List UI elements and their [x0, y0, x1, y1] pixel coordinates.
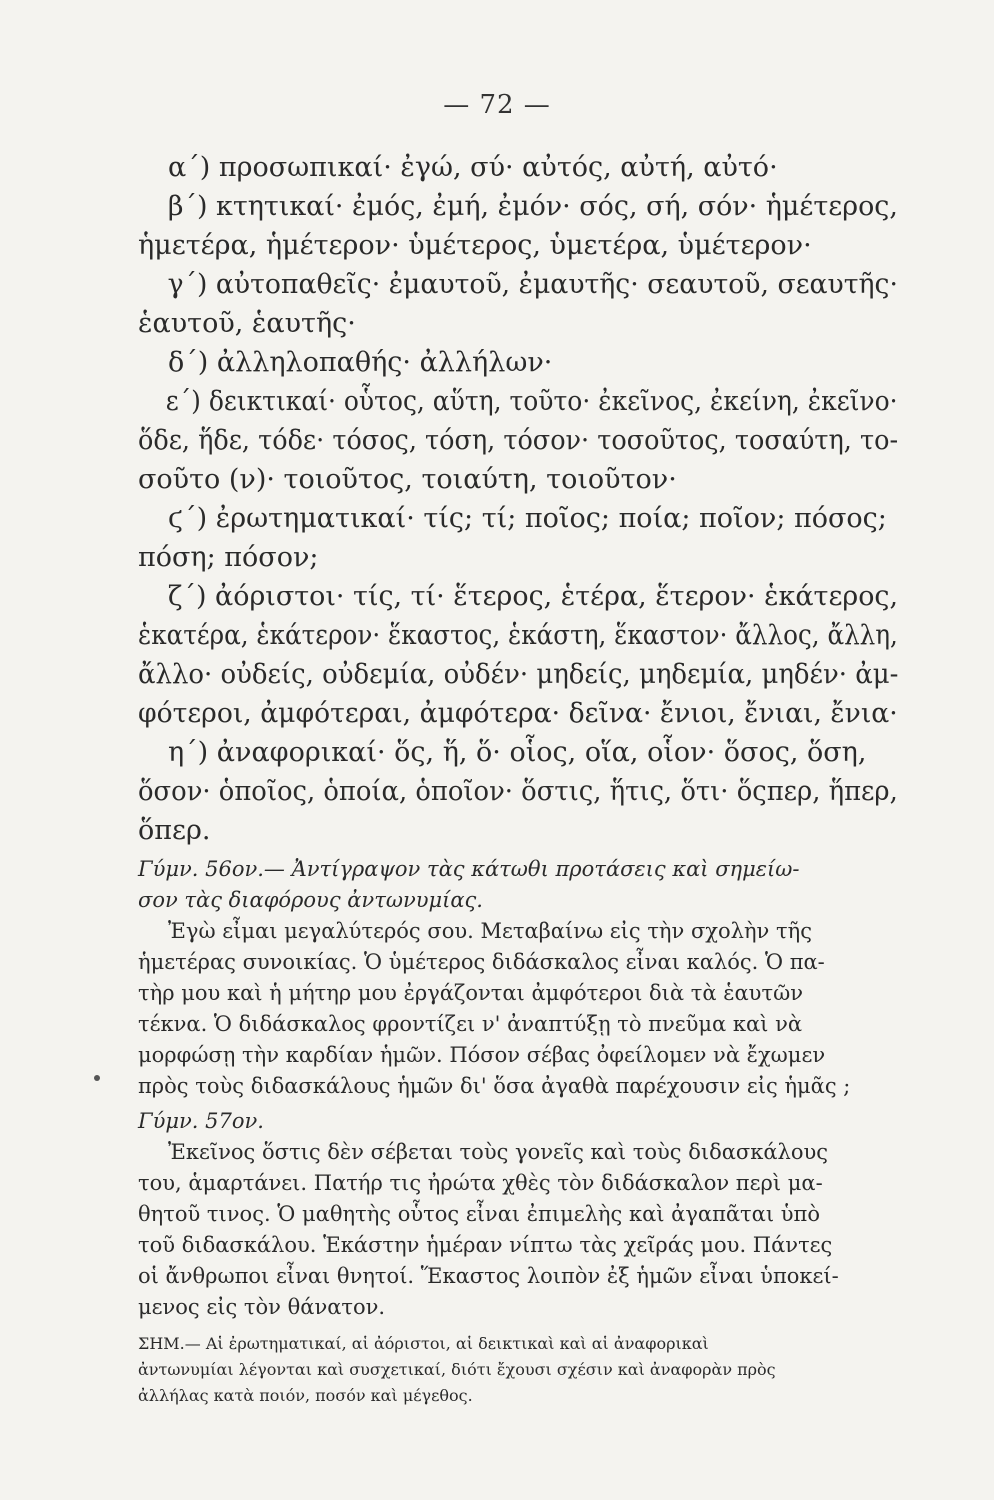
footnote-line: ἀλλήλας κατὰ ποιόν, ποσόν καὶ μέγεθος. [138, 1386, 473, 1405]
exercise-56-heading-line: Γύμν. 56ον.— Ἀντίγραψον τὰς κάτωθι προτάσεις καὶ σημείω- [138, 857, 800, 881]
exercise-57-line: του, ἁμαρτάνει. Πατήρ τις ἠρώτα χθὲς τὸν διδάσκαλον περὶ μα- [138, 1171, 823, 1195]
pronoun-line: η΄) ἀναφορικαί· ὅς, ἥ, ὅ· οἷος, οἵα, οἷον· ὅσος, ὅση, [168, 737, 867, 768]
pronoun-line: ὅσον· ὁποῖος, ὁποία, ὁποῖον· ὅστις, ἥτις, ὅτι· ὅςπερ, ἥπερ, [138, 776, 898, 807]
exercise-56 [138, 854, 898, 1102]
footnote-label: ΣΗΜ. [138, 1334, 185, 1353]
exercise-57-line: Ἐκεῖνος ὅστις δὲν σέβεται τοὺς γονεῖς καὶ τοὺς διδασκάλους [168, 1140, 829, 1164]
exercise-56-line: πρὸς τοὺς διδασκάλους ἡμῶν δι' ὅσα ἀγαθὰ παρέχουσιν εἰς ἡμᾶς ; [138, 1074, 851, 1098]
exercise-57-heading: Γύμν. 57ον. [138, 1109, 264, 1133]
exercise-57-line: τοῦ διδασκάλου. Ἑκάστην ἡμέραν νίπτω τὰς χεῖράς μου. Πάντες [138, 1233, 833, 1257]
page-number: — 72 — [443, 90, 551, 120]
pronoun-line: φότεροι, ἀμφότεραι, ἀμφότερα· δεῖνα· ἔνιοι, ἔνιαι, ἔνια· [138, 698, 898, 729]
pronoun-line: ἡμετέρα, ἡμέτερον· ὑμέτερος, ὑμετέρα, ὑμέτερον· [138, 230, 812, 261]
page-text [138, 148, 898, 1409]
footnote-line: ἀντωνυμίαι λέγονται καὶ συσχετικαί, διότι ἔχουσι σχέσιν καὶ ἀναφορὰν πρὸς [138, 1360, 776, 1379]
pronoun-line: ἑαυτοῦ, ἑαυτῆς· [138, 308, 356, 339]
exercise-56-line: τέκνα. Ὁ διδάσκαλος φροντίζει ν' ἀναπτύξῃ τὸ πνεῦμα καὶ νὰ [138, 1012, 803, 1036]
margin-mark [94, 1075, 100, 1081]
pronoun-line: πόση; πόσον; [138, 542, 319, 573]
pronoun-line: ὅδε, ἥδε, τόδε· τόσος, τόση, τόσον· τοσοῦτος, τοσαύτη, το- [138, 425, 899, 456]
exercise-56-line: Ἐγὼ εἶμαι μεγαλύτερός σου. Μεταβαίνω εἰς τὴν σχολὴν τῆς [168, 919, 812, 943]
exercise-56-heading-line: σον τὰς διαφόρους ἀντωνυμίας. [138, 888, 483, 912]
pronoun-list [138, 148, 898, 850]
exercise-57-line: οἱ ἄνθρωποι εἶναι θνητοί. Ἕκαστος λοιπὸν ἐξ ἡμῶν εἶναι ὑποκεί- [138, 1264, 839, 1288]
pronoun-line: ἄλλο· οὐδείς, οὐδεμία, οὐδέν· μηδείς, μηδεμία, μηδέν· ἀμ- [138, 659, 899, 690]
pronoun-line: δ΄) ἀλληλοπαθής· ἀλλήλων· [168, 347, 553, 378]
exercise-57-line: μενος εἰς τὸν θάνατον. [138, 1295, 386, 1319]
footnote-line [138, 1331, 898, 1357]
pronoun-line: α΄) προσωπικαί· ἐγώ, σύ· αὐτός, αὐτή, αὐτό· [168, 152, 778, 183]
exercise-56-line: τὴρ μου καὶ ἡ μήτηρ μου ἐργάζονται ἀμφότεροι διὰ τὰ ἑαυτῶν [138, 981, 803, 1005]
footnote [138, 1331, 898, 1409]
exercise-56-line: μορφώσῃ τὴν καρδίαν ἡμῶν. Πόσον σέβας ὀφείλομεν νὰ ἔχωμεν [138, 1043, 826, 1067]
pronoun-line: ζ΄) ἀόριστοι· τίς, τί· ἕτερος, ἑτέρα, ἕτερον· ἑκάτερος, [167, 581, 899, 612]
pronoun-line: ὅπερ. [138, 815, 211, 846]
exercise-57-line: θητοῦ τινος. Ὁ μαθητὴς οὗτος εἶναι ἐπιμελὴς καὶ ἀγαπᾶται ὑπὸ [138, 1202, 820, 1226]
pronoun-line: ἑκατέρα, ἑκάτερον· ἕκαστος, ἑκάστη, ἕκαστον· ἄλλος, ἄλλη, [138, 620, 898, 651]
pronoun-line: σοῦτο (ν)· τοιοῦτος, τοιαύτη, τοιοῦτον· [138, 464, 677, 495]
pronoun-line: γ΄) αὐτοπαθεῖς· ἐμαυτοῦ, ἐμαυτῆς· σεαυτοῦ, σεαυτῆς· [167, 269, 898, 300]
pronoun-line: ε΄) δεικτικαί· οὗτος, αὕτη, τοῦτο· ἐκεῖνος, ἐκείνη, ἐκεῖνο· [165, 386, 898, 417]
pronoun-line: β΄) κτητικαί· ἐμός, ἐμή, ἐμόν· σός, σή, σόν· ἡμέτερος, [167, 191, 898, 222]
footnote-text: — Αἱ ἐρωτηματικαί, αἱ ἀόριστοι, αἱ δεικτικαὶ καὶ αἱ ἀναφορικαὶ [184, 1334, 709, 1353]
exercise-57 [138, 1106, 898, 1323]
exercise-56-line: ἡμετέρας συνοικίας. Ὁ ὑμέτερος διδάσκαλος εἶναι καλός. Ὁ πα- [138, 950, 825, 974]
pronoun-line: ϛ΄) ἐρωτηματικαί· τίς; τί; ποῖος; ποία; ποῖον; πόσος; [168, 503, 887, 534]
